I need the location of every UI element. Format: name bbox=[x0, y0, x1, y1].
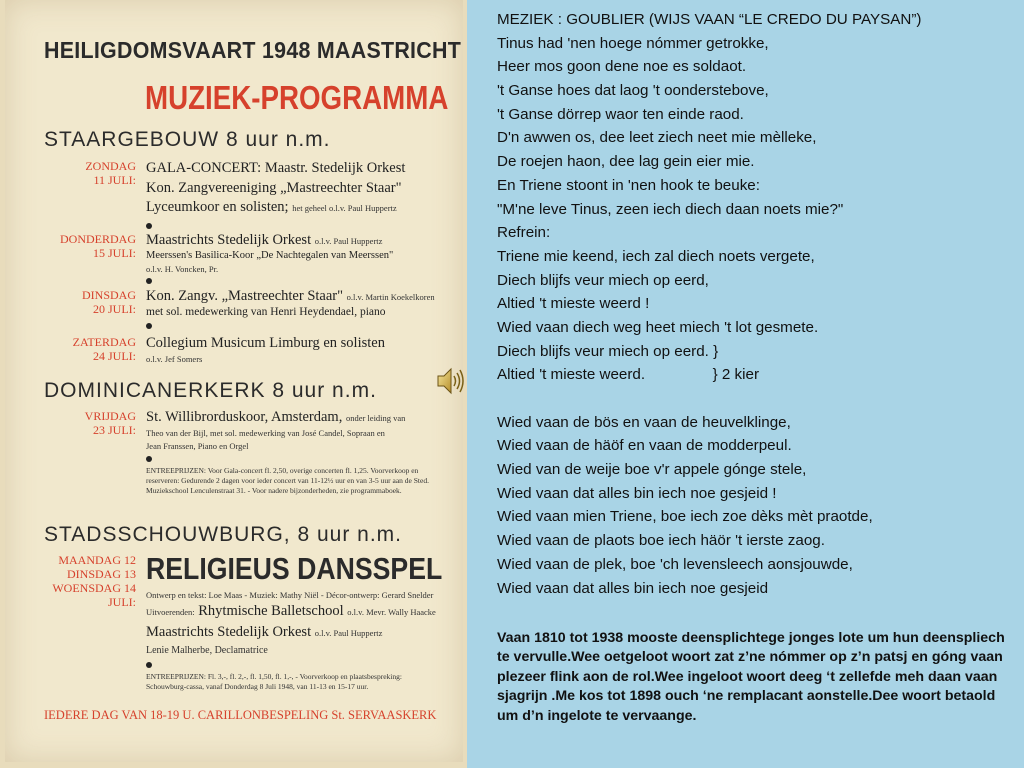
event-lyceumkoor bbox=[146, 199, 397, 216]
event-lyceumkoor-text: Lyceumkoor en solisten; bbox=[146, 199, 289, 215]
event-conductor: het geheel o.l.v. Paul Huppertz bbox=[292, 203, 397, 213]
event-conductor: onder leiding van bbox=[345, 413, 406, 423]
event-religieus-dansspel: RELIGIEUS DANSSPEL bbox=[146, 551, 443, 586]
lyrics-line: Wied vaan de bös en vaan de heuvelklinge, bbox=[497, 413, 791, 431]
poster-footer: IEDERE DAG VAN 18-19 U. CARILLONBESPELING St. SERVAASKERK bbox=[44, 708, 437, 722]
entree-prices-2: ENTREEPRIJZEN: Fl. 3,-, fl. 2,-, fl. 1,50, fl. 1,-, - Voorverkoop en plaatsbespreking: Schouwburg-cassa, vanaf Donderdag 8 Juli 1948, van 11-13 en 15-17 uur. bbox=[146, 672, 402, 691]
date-line: JULI: bbox=[108, 595, 136, 609]
date-donderdag bbox=[56, 232, 136, 260]
event-malherbe: Lenie Malherbe, Declamatrice bbox=[146, 645, 268, 656]
event-conductor: o.l.v. Mevr. Wally Haacke bbox=[347, 607, 436, 617]
lyrics-line: Altied 't mieste weerd. } 2 kier bbox=[497, 366, 760, 384]
lyrics-line: Heer mos goon dene noe es soldaot. bbox=[497, 58, 747, 76]
event-stedelijk-orkest bbox=[146, 232, 382, 249]
bullet-dot bbox=[146, 456, 152, 462]
date-line: 20 JULI: bbox=[93, 302, 136, 316]
event-willibrorduskoor-text: St. Willibrorduskoor, Amsterdam, bbox=[146, 409, 343, 425]
event-uitvoerenden: Uitvoerenden: bbox=[146, 607, 195, 617]
lyrics-line: D'n awwen os, dee leet ziech neet mie mèlleke, bbox=[497, 129, 817, 147]
date-line: DINSDAG bbox=[82, 288, 136, 302]
lyrics-blank bbox=[497, 387, 1022, 411]
event-gala-concert: GALA-CONCERT: Maastr. Stedelijk Orkest bbox=[146, 160, 406, 176]
lyrics-text bbox=[497, 8, 1022, 600]
date-line: VRIJDAG bbox=[84, 409, 136, 423]
date-line: 23 JULI: bbox=[93, 423, 136, 437]
date-vrijdag bbox=[70, 409, 136, 437]
lyrics-line: Tinus had 'nen hoege nómmer getrokke, bbox=[497, 34, 769, 52]
event-stedelijk-orkest-text: Maastrichts Stedelijk Orkest bbox=[146, 232, 312, 248]
event-willibrorduskoor bbox=[146, 409, 405, 426]
lyrics-line: Wied vaan dat alles bin iech noe gesjeid bbox=[497, 579, 769, 597]
historical-note: Vaan 1810 tot 1938 mooste deensplichtege jonges lote um hun deenspliech te vervulle.Wee oetgeloot woort zat z’ne nómmer op z’n patsj en góng vaan plezeer flink aon de rol.Wee ingeloot woort deeg ‘t zellefde meh daan vaan sjagrijn .Me kos tot 1898 ouch ‘ne remplacant aonstelle.Dee woort betaold um d’n ingelote te vervaange. bbox=[497, 630, 1005, 724]
event-heydendael: met sol. medewerking van Henri Heydendael, piano bbox=[146, 306, 386, 318]
event-conductor: o.l.v. Paul Huppertz bbox=[314, 236, 383, 246]
lyrics-line: Wied van de weije boe v'r appele gónge stele, bbox=[497, 461, 807, 479]
lyrics-line: Diech blijfs veur miech op eerd, bbox=[497, 271, 709, 289]
lyrics-line: En Triene stoont in 'nen hook te beuke: bbox=[497, 176, 760, 194]
event-conductor: o.l.v. Martin Koekelkoren bbox=[346, 292, 435, 302]
lyrics-line: Diech blijfs veur miech op eerd. } bbox=[497, 342, 719, 360]
date-line: WOENSDAG 14 bbox=[52, 581, 136, 595]
bullet-dot bbox=[146, 278, 152, 284]
lyrics-line: De roejen haon, dee lag gein eier mie. bbox=[497, 153, 755, 171]
venue-stadsschouwburg: STADSSCHOUWBURG, 8 uur n.m. bbox=[44, 523, 402, 546]
event-vanderbijl: Theo van der Bijl, met sol. medewerking van José Candel, Sopraan en bbox=[146, 428, 385, 438]
event-zangvereeniging: Kon. Zangvereeniging „Mastreechter Staar" bbox=[146, 180, 402, 196]
event-stedelijk-orkest-2 bbox=[146, 624, 382, 641]
event-conductor-voncken: o.l.v. H. Voncken, Pr. bbox=[146, 264, 219, 274]
lyrics-line: Altied 't mieste weerd ! bbox=[497, 295, 650, 313]
poster-title: HEILIGDOMSVAART 1948 MAASTRICHT bbox=[44, 37, 462, 63]
date-line: 24 JULI: bbox=[93, 349, 136, 363]
venue-dominicanerkerk: DOMINICANERKERK 8 uur n.m. bbox=[44, 379, 377, 402]
date-line: ZATERDAG bbox=[72, 335, 136, 349]
lyrics-line: Wied vaan de plek, boe 'ch levensleech aonsjouwde, bbox=[497, 555, 853, 573]
date-dinsdag bbox=[70, 288, 136, 316]
event-ontwerp: Ontwerp en tekst: Loe Maas - Muziek: Mathy Niël - Décor-ontwerp: Gerard Snelder bbox=[146, 590, 434, 600]
lyrics-line: Wied vaan de plaots boe iech häör 't ierste zaog. bbox=[497, 532, 825, 550]
bullet-dot bbox=[146, 223, 152, 229]
poster-subtitle: MUZIEK-PROGRAMMA bbox=[145, 79, 449, 116]
date-line: 11 JULI: bbox=[93, 173, 136, 187]
lyrics-line: 't Ganse dörrep waor ten einde raod. bbox=[497, 105, 744, 123]
lyrics-line: 't Ganse hoes dat laog 't oonderstebove, bbox=[497, 82, 769, 100]
bullet-dot bbox=[146, 323, 152, 329]
date-line: 15 JULI: bbox=[93, 246, 136, 260]
date-maandag bbox=[46, 553, 136, 609]
event-mastreechter-staar bbox=[146, 288, 435, 305]
refrain-label: Refrein: bbox=[497, 224, 551, 242]
date-zondag bbox=[70, 159, 136, 187]
entree-prices-1: ENTREEPRIJZEN: Voor Gala-concert fl. 2,50, overige concerten fl. 1,25. Voorverkoop en reserveren: Gedurende 2 dagen voor ieder concert van 11-12½ uur en van 3-5 uur aan de Sted. Muziekschool Lenculenstraat 31. - Voor nadere bijzonderheden, zie programmaboek. bbox=[146, 466, 429, 495]
event-basilica-koor: Meerssen's Basilica-Koor „De Nachtegalen van Meerssen" bbox=[146, 250, 394, 261]
event-franssen: Jean Franssen, Piano en Orgel bbox=[146, 441, 249, 451]
date-zaterdag bbox=[56, 335, 136, 363]
lyrics-line: Wied vaan de häöf en vaan de modderpeul. bbox=[497, 437, 792, 455]
event-balletschool bbox=[146, 603, 436, 620]
date-line: ZONDAG bbox=[85, 159, 136, 173]
lyrics-header: MEZIEK : GOUBLIER (WIJS VAAN “LE CREDO DU PAYSAN”) bbox=[497, 11, 922, 28]
event-mastreechter-staar-text: Kon. Zangv. „Mastreechter Staar" bbox=[146, 288, 344, 304]
event-collegium-musicum: Collegium Musicum Limburg en solisten bbox=[146, 335, 385, 351]
event-conductor: o.l.v. Paul Huppertz bbox=[314, 628, 383, 638]
lyrics-line: Wied vaan mien Triene, boe iech zoe dèks mèt praotde, bbox=[497, 508, 873, 526]
lyrics-line: Wied vaan diech weg heet miech 't lot gesmete. bbox=[497, 318, 819, 336]
lyrics-line: Triene mie keend, iech zal diech noets vergete, bbox=[497, 247, 815, 265]
bullet-dot bbox=[146, 662, 152, 668]
date-line: DONDERDAG bbox=[60, 232, 136, 246]
date-line: DINSDAG 13 bbox=[67, 567, 136, 581]
event-conductor-somers: o.l.v. Jef Somers bbox=[146, 354, 203, 364]
date-line: MAANDAG 12 bbox=[58, 553, 136, 567]
lyrics-line: "M'ne leve Tinus, zeen iech diech daan noets mie?" bbox=[497, 200, 844, 218]
venue-staargebouw: STAARGEBOUW 8 uur n.m. bbox=[44, 128, 331, 151]
event-balletschool-text: Rhytmische Balletschool bbox=[198, 603, 344, 619]
concert-poster bbox=[0, 0, 467, 768]
speaker-sound-icon[interactable] bbox=[436, 364, 466, 398]
event-stedelijk-orkest-2-text: Maastrichts Stedelijk Orkest bbox=[146, 624, 312, 640]
lyrics-line: Wied vaan dat alles bin iech noe gesjeid ! bbox=[497, 484, 777, 502]
